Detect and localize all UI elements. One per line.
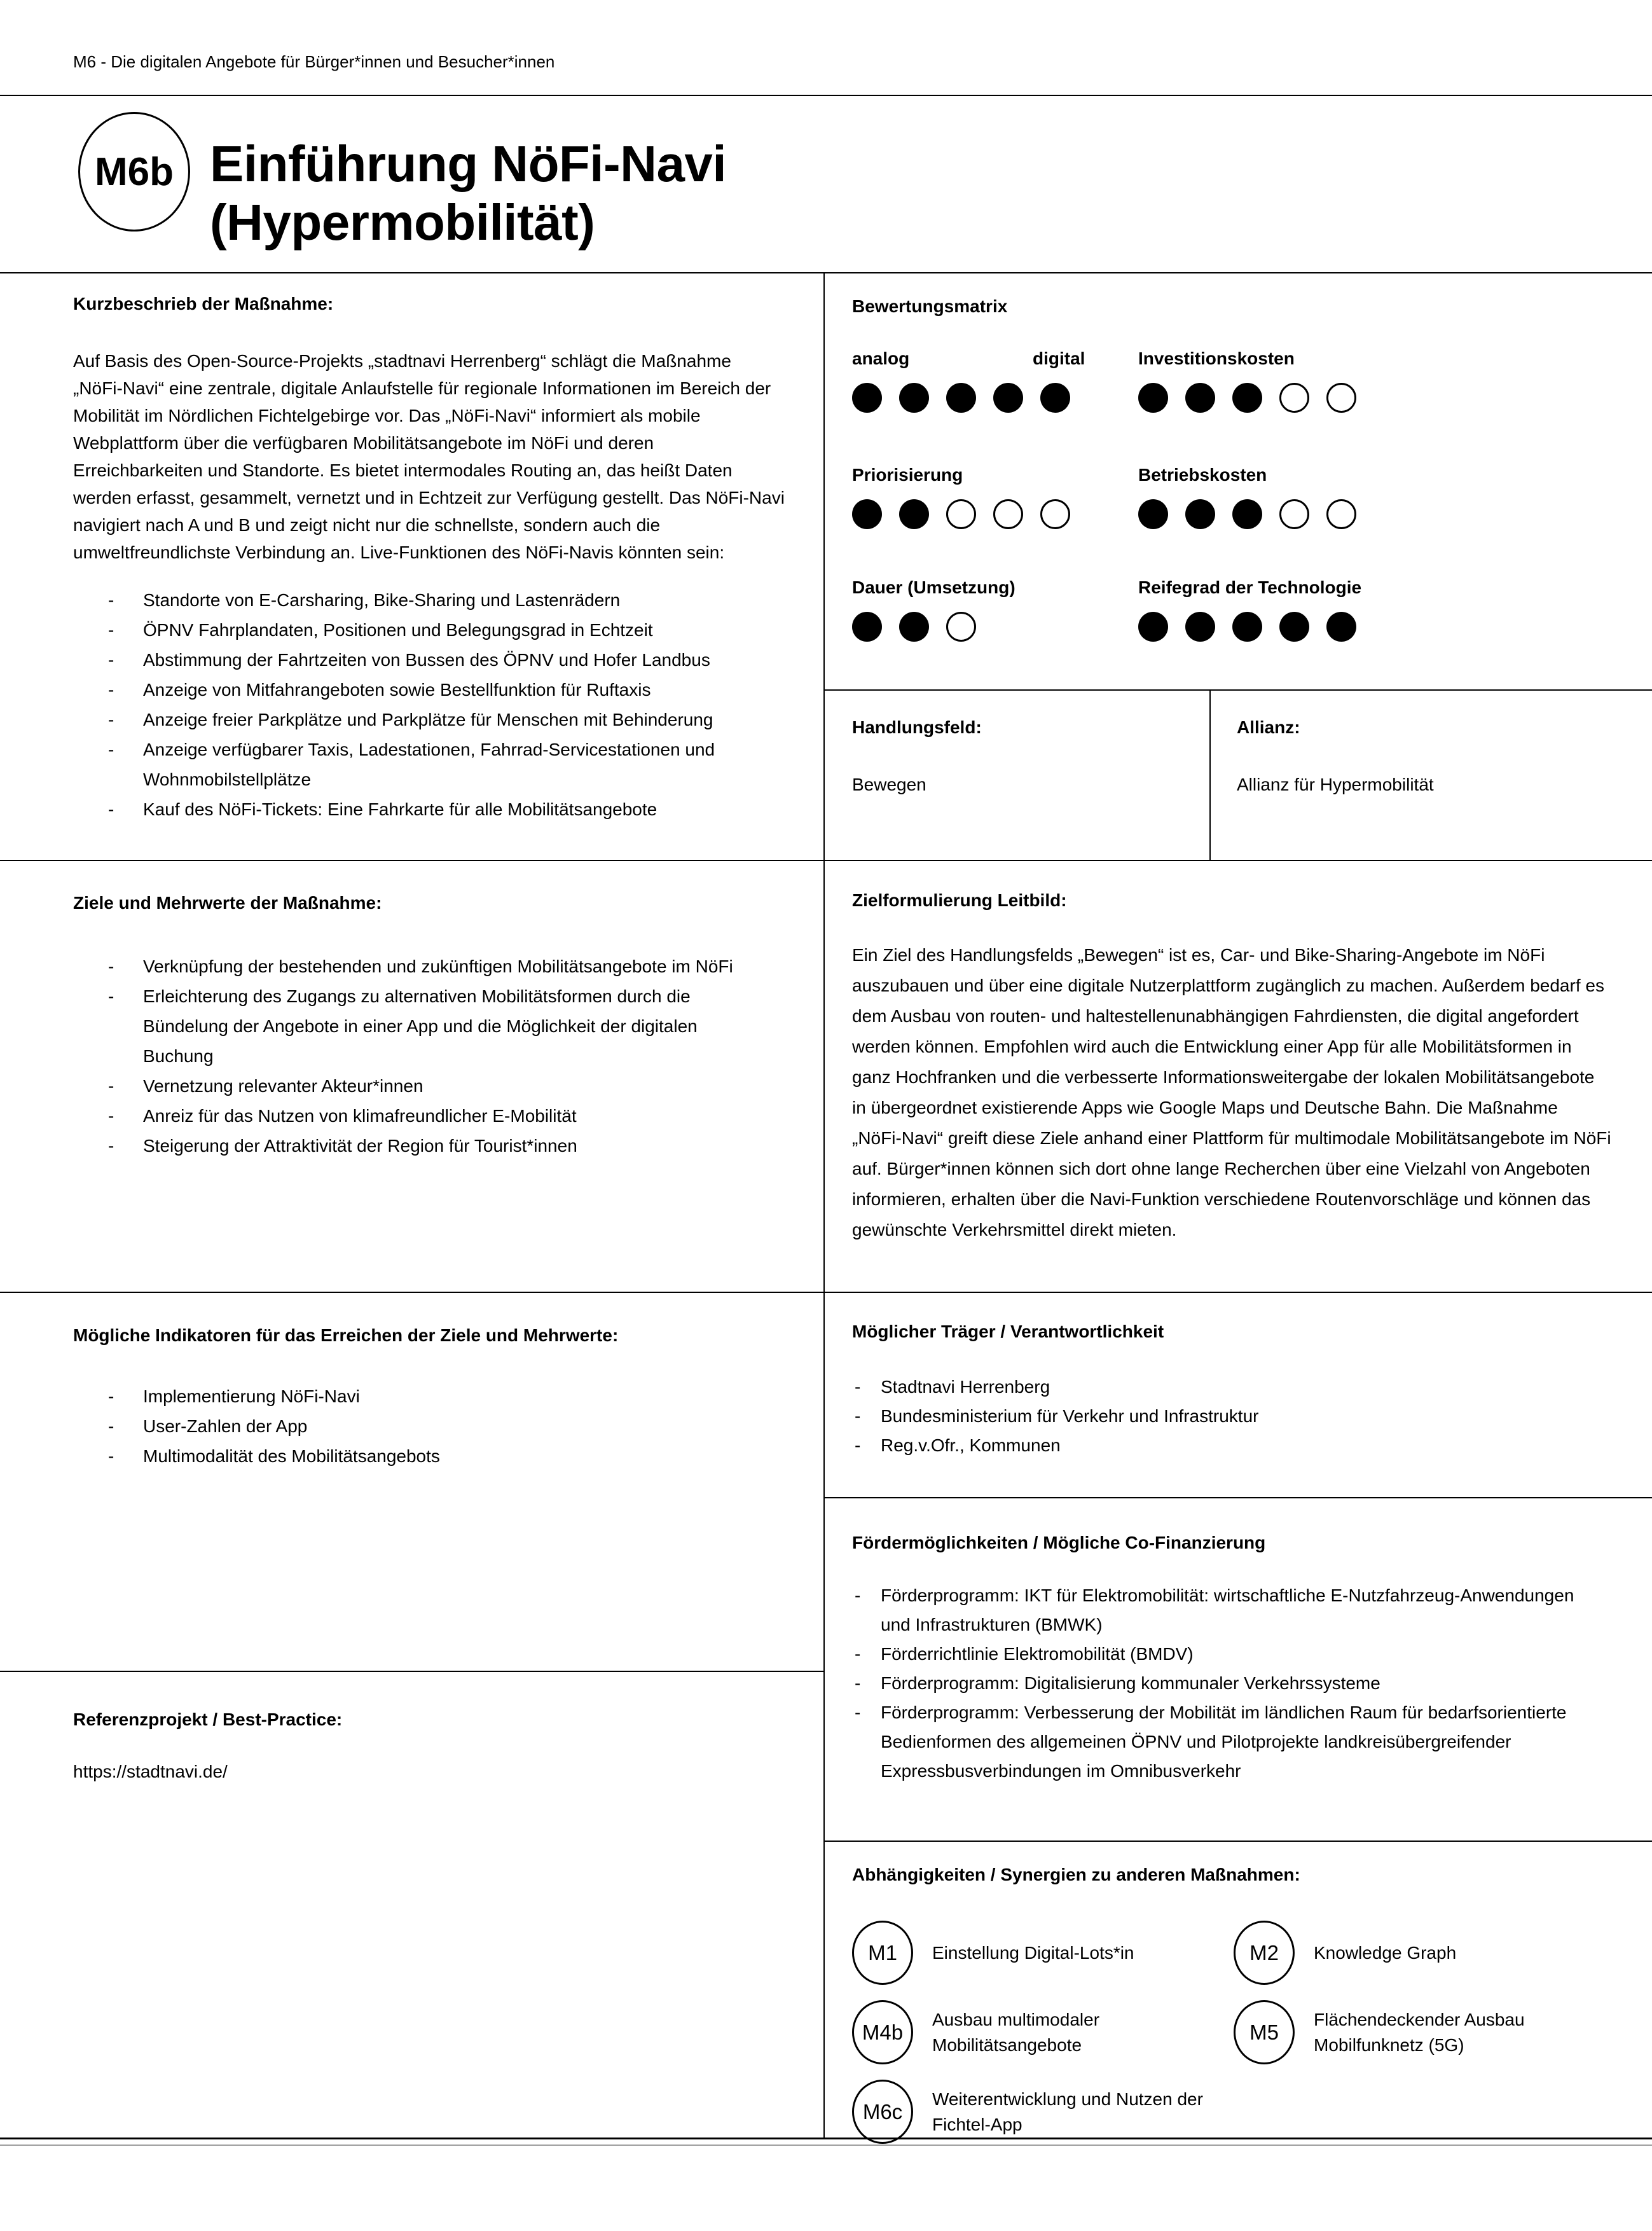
referenzprojekt-link[interactable]: https://stadtnavi.de/ [73, 1762, 228, 1781]
allianz-label: Allianz: [1237, 717, 1300, 737]
list-item [73, 1071, 766, 1101]
rating-dot-filled [1040, 383, 1070, 413]
handlungsfeld-allianz-divider [1209, 689, 1211, 861]
section-zielformulierung [852, 890, 1612, 1245]
rating-label-digital: digital [1033, 349, 1085, 368]
rating-dot-filled [1185, 612, 1215, 642]
rating-betriebskosten [1138, 465, 1356, 529]
list-item-text: Förderprogramm: Verbesserung der Mobilität im ländlichen Raum für bedarfsorientierte Bedienformen des allgemeinen ÖPNV und Pilotprojekte landkreisübergreifender Expressbusverbindungen im Omnibusverkehr [881, 1703, 1567, 1781]
list-item-text: ÖPNV Fahrplandaten, Positionen und Belegungsgrad in Echtzeit [143, 620, 653, 640]
indikatoren-bullet-list [73, 1381, 766, 1471]
measure-id-text: M6b [95, 149, 174, 194]
rating-label-investitionskosten: Investitionskosten [1138, 349, 1295, 368]
list-item [73, 735, 760, 794]
rating-dot-empty [1279, 383, 1309, 413]
rating-label-analog: analog [852, 349, 910, 368]
zielformulierung-heading: Zielformulierung Leitbild: [852, 890, 1067, 910]
rating-dot-filled [899, 612, 929, 642]
section-line-2 [0, 1292, 1652, 1293]
rating-dot-filled [1232, 383, 1262, 413]
indikatoren-bottom-line [0, 1671, 825, 1672]
section-line-1 [0, 860, 1652, 861]
list-item-text: Vernetzung relevanter Akteur*innen [143, 1076, 423, 1096]
rating-analog-digital [852, 349, 1119, 413]
rating-dot-filled [1326, 612, 1356, 642]
rating-dot-filled [1138, 383, 1168, 413]
list-item [73, 951, 766, 981]
list-item [73, 981, 766, 1071]
rating-dot-filled [1232, 612, 1262, 642]
list-item [73, 1131, 766, 1161]
dependency-label: Weiterentwicklung und Nutzen der Fichtel-App [932, 2089, 1203, 2134]
rating-dots-reifegrad [1138, 612, 1361, 642]
traeger-bullet-list [852, 1372, 1615, 1460]
rating-label-reifegrad: Reifegrad der Technologie [1138, 577, 1362, 597]
section-indikatoren [73, 1325, 785, 1471]
list-item [852, 1402, 1615, 1431]
list-item-text: Anzeige freier Parkplätze und Parkplätze für Menschen mit Behinderung [143, 710, 713, 729]
measure-id-badge [78, 112, 190, 231]
dependency-id-badge: M2 [1234, 1921, 1295, 1985]
cell-handlungsfeld [852, 717, 982, 795]
dependency-item [852, 1921, 1234, 1985]
bewertungsmatrix-heading: Bewertungsmatrix [852, 296, 1008, 316]
rating-dot-filled [1279, 612, 1309, 642]
list-item-text: Verknüpfung der bestehenden und zukünftigen Mobilitätsangebote im NöFi [143, 957, 733, 976]
rating-dot-filled [852, 383, 882, 413]
page-title-line1: Einführung NöFi-Navi [210, 135, 727, 192]
rating-dots-investitionskosten [1138, 383, 1356, 413]
list-item [73, 645, 760, 675]
cell-allianz [1237, 717, 1434, 795]
list-item [73, 1411, 766, 1441]
dependency-item [1234, 2000, 1641, 2064]
dependency-item [852, 2000, 1234, 2064]
dependency-label: Ausbau multimodaler Mobilitätsangebote [932, 2009, 1100, 2055]
rating-dot-filled [852, 612, 882, 642]
list-item-text: Standorte von E-Carsharing, Bike-Sharing und Lastenrädern [143, 590, 621, 610]
handlungsfeld-value: Bewegen [852, 775, 926, 794]
list-item [73, 615, 760, 645]
rating-priorisierung [852, 465, 1070, 529]
kurzbeschrieb-paragraph: Auf Basis des Open-Source-Projekts „stadtnavi Herrenberg“ schlägt die Maßnahme „NöFi-Navi“ eine zentrale, digitale Anlaufstelle für regionale Informationen im Bereich der Mobilität im Nördlichen Fichtelgebirge vor. Das „NöFi-Navi“ informiert als mobile Webplattform über die verfügbaren Mobilitätsangebote im NöFi und deren Erreichbarkeiten und Standorte. Es bietet intermodales Routing an, das heißt Daten werden erfasst, gesammelt, vernetzt und in Echtzeit zur Verfügung gestellt. Das NöFi-Navi navigiert nach A und B und zeigt nicht nur die schnellste, sondern auch die umweltfreundlichste Verbindung an. Live-Funktionen des NöFi-Navis könnten sein: [73, 351, 785, 562]
list-item-text: Multimodalität des Mobilitätsangebots [143, 1446, 440, 1466]
rating-dot-empty [1279, 499, 1309, 529]
rating-dot-filled [993, 383, 1023, 413]
rating-dot-empty [993, 499, 1023, 529]
rating-dots-priorisierung [852, 499, 1070, 529]
list-item [852, 1698, 1596, 1786]
zielformulierung-paragraph: Ein Ziel des Handlungsfelds „Bewegen“ ist es, Car- und Bike-Sharing-Angebote im NöFi auszubauen und über eine digitale Nutzerplattform zugänglich zu machen. Außerdem bedarf es dem Ausbau von routen- und haltestellenunabhängigen Fahrdiensten, die digital angefordert werden können. Empfohlen wird auch die Entwicklung einer App für alle Mobilitätsformen in ganz Hochfranken und die verbesserte Informationsweitergabe der lokalen Mobilitätsangebote in übergeordnet existierende Apps wie Google Maps und Deutsche Bahn. Die Maßnahme „NöFi-Navi“ greift diese Ziele anhand einer Plattform für multimodale Mobilitätsangebote im NöFi auf. Bürger*innen können sich dort ohne lange Recherchen über eine Vielzahl von Angeboten informieren, erhalten über die Navi-Funktion verschiedene Routenvorschläge und können das gewünschte Verkehrsmittel direkt mieten. [852, 945, 1611, 1240]
section-referenzprojekt [73, 1710, 785, 1782]
rating-dot-empty [1040, 499, 1070, 529]
list-item [73, 585, 760, 615]
rating-label-dauer: Dauer (Umsetzung) [852, 577, 1015, 597]
dependency-id-badge: M5 [1234, 2000, 1295, 2064]
rating-dot-filled [1138, 612, 1168, 642]
section-abhaengigkeiten [852, 1865, 1641, 2144]
dependency-label: Flächendeckender Ausbau Mobilfunknetz (5G) [1314, 2009, 1525, 2055]
list-item-text: Abstimmung der Fahrtzeiten von Bussen des ÖPNV und Hofer Landbus [143, 650, 710, 670]
column-divider-line [823, 272, 825, 2139]
list-item-text: Erleichterung des Zugangs zu alternativen Mobilitätsformen durch die Bündelung der Angebote in einer App und die Möglichkeit der digitalen Buchung [143, 986, 698, 1066]
list-item-text: Reg.v.Ofr., Kommunen [881, 1435, 1061, 1455]
list-item [852, 1669, 1596, 1698]
rating-label-betriebskosten: Betriebskosten [1138, 465, 1267, 485]
abhaengigkeiten-heading: Abhängigkeiten / Synergien zu anderen Maßnahmen: [852, 1865, 1300, 1884]
list-item-text: Steigerung der Attraktivität der Region für Tourist*innen [143, 1136, 577, 1156]
rating-dot-filled [946, 383, 976, 413]
header-divider-line [0, 95, 1652, 96]
rating-dot-empty [946, 499, 976, 529]
allianz-value: Allianz für Hypermobilität [1237, 775, 1434, 794]
dependency-label: Einstellung Digital-Lots*in [932, 1942, 1134, 1963]
list-item [73, 1441, 766, 1471]
dependency-item [852, 2080, 1234, 2144]
rating-dot-filled [1185, 383, 1215, 413]
handlungsfeld-label: Handlungsfeld: [852, 717, 982, 737]
page-title [210, 135, 726, 252]
list-item [73, 1101, 766, 1131]
list-item [73, 1381, 766, 1411]
list-item-text: Anzeige verfügbarer Taxis, Ladestationen, Fahrrad-Servicestationen und Wohnmobilstellplätze [143, 740, 715, 789]
list-item-text: Implementierung NöFi-Navi [143, 1386, 360, 1406]
dependency-id-badge: M1 [852, 1921, 913, 1985]
rating-reifegrad [1138, 577, 1361, 642]
section-kurzbeschrieb [73, 294, 785, 824]
dependency-id-badge: M6c [852, 2080, 913, 2144]
rating-investitionskosten [1138, 349, 1356, 413]
ziele-bullet-list [73, 951, 766, 1161]
foerder-heading: Fördermöglichkeiten / Mögliche Co-Finanzierung [852, 1533, 1266, 1552]
section-traeger [852, 1322, 1615, 1460]
kurzbeschrieb-bullet-list [73, 585, 760, 824]
rating-dot-filled [1185, 499, 1215, 529]
title-divider-line [0, 272, 1652, 273]
rating-dot-filled [852, 499, 882, 529]
list-item-text: Förderprogramm: IKT für Elektromobilität: wirtschaftliche E-Nutzfahrzeug-Anwendungen und Infrastrukturen (BMWK) [881, 1585, 1574, 1634]
page-bottom-gray-line [0, 2145, 1652, 2146]
list-item [73, 794, 760, 824]
rating-dot-empty [1326, 499, 1356, 529]
rating-dots-analog-digital [852, 383, 1119, 413]
list-item-text: Förderprogramm: Digitalisierung kommunaler Verkehrssysteme [881, 1673, 1380, 1693]
rating-dots-dauer [852, 612, 1015, 642]
list-item [73, 675, 760, 705]
rating-dot-empty [946, 612, 976, 642]
list-item [852, 1640, 1596, 1669]
foerder-bottom-line [823, 1841, 1652, 1842]
dependency-grid [852, 1921, 1641, 2144]
traeger-bottom-line [823, 1497, 1652, 1498]
foerder-bullet-list [852, 1581, 1596, 1786]
indikatoren-heading: Mögliche Indikatoren für das Erreichen der Ziele und Mehrwerte: [73, 1325, 619, 1345]
dependency-label: Knowledge Graph [1314, 1942, 1457, 1963]
kurzbeschrieb-heading: Kurzbeschrieb der Maßnahme: [73, 294, 334, 314]
section-ziele [73, 893, 785, 1161]
list-item-text: Anreiz für das Nutzen von klimafreundlicher E-Mobilität [143, 1106, 577, 1126]
rating-dauer [852, 577, 1015, 642]
traeger-heading: Möglicher Träger / Verantwortlichkeit [852, 1322, 1164, 1341]
rating-dot-empty [1326, 383, 1356, 413]
list-item [73, 705, 760, 735]
rating-dot-filled [1232, 499, 1262, 529]
list-item-text: Anzeige von Mitfahrangeboten sowie Bestellfunktion für Ruftaxis [143, 680, 651, 700]
list-item [852, 1581, 1596, 1640]
list-item [852, 1372, 1615, 1402]
list-item-text: Kauf des NöFi-Tickets: Eine Fahrkarte für alle Mobilitätsangebote [143, 799, 657, 819]
bewertung-bottom-line [823, 689, 1652, 691]
rating-dot-filled [899, 499, 929, 529]
page-title-line2: (Hypermobilität) [210, 194, 595, 251]
rating-label-priorisierung: Priorisierung [852, 465, 963, 485]
list-item-text: Stadtnavi Herrenberg [881, 1377, 1050, 1397]
rating-dots-betriebskosten [1138, 499, 1356, 529]
referenzprojekt-heading: Referenzprojekt / Best-Practice: [73, 1710, 343, 1729]
dependency-item [1234, 1921, 1641, 1985]
document-header: M6 - Die digitalen Angebote für Bürger*innen und Besucher*innen [73, 52, 555, 71]
list-item-text: User-Zahlen der App [143, 1416, 308, 1436]
list-item [852, 1431, 1615, 1460]
list-item-text: Bundesministerium für Verkehr und Infrastruktur [881, 1406, 1259, 1426]
rating-dot-filled [899, 383, 929, 413]
rating-dot-filled [1138, 499, 1168, 529]
list-item-text: Förderrichtlinie Elektromobilität (BMDV) [881, 1644, 1194, 1664]
section-foerder [852, 1533, 1615, 1786]
ziele-heading: Ziele und Mehrwerte der Maßnahme: [73, 893, 382, 913]
dependency-id-badge: M4b [852, 2000, 913, 2064]
